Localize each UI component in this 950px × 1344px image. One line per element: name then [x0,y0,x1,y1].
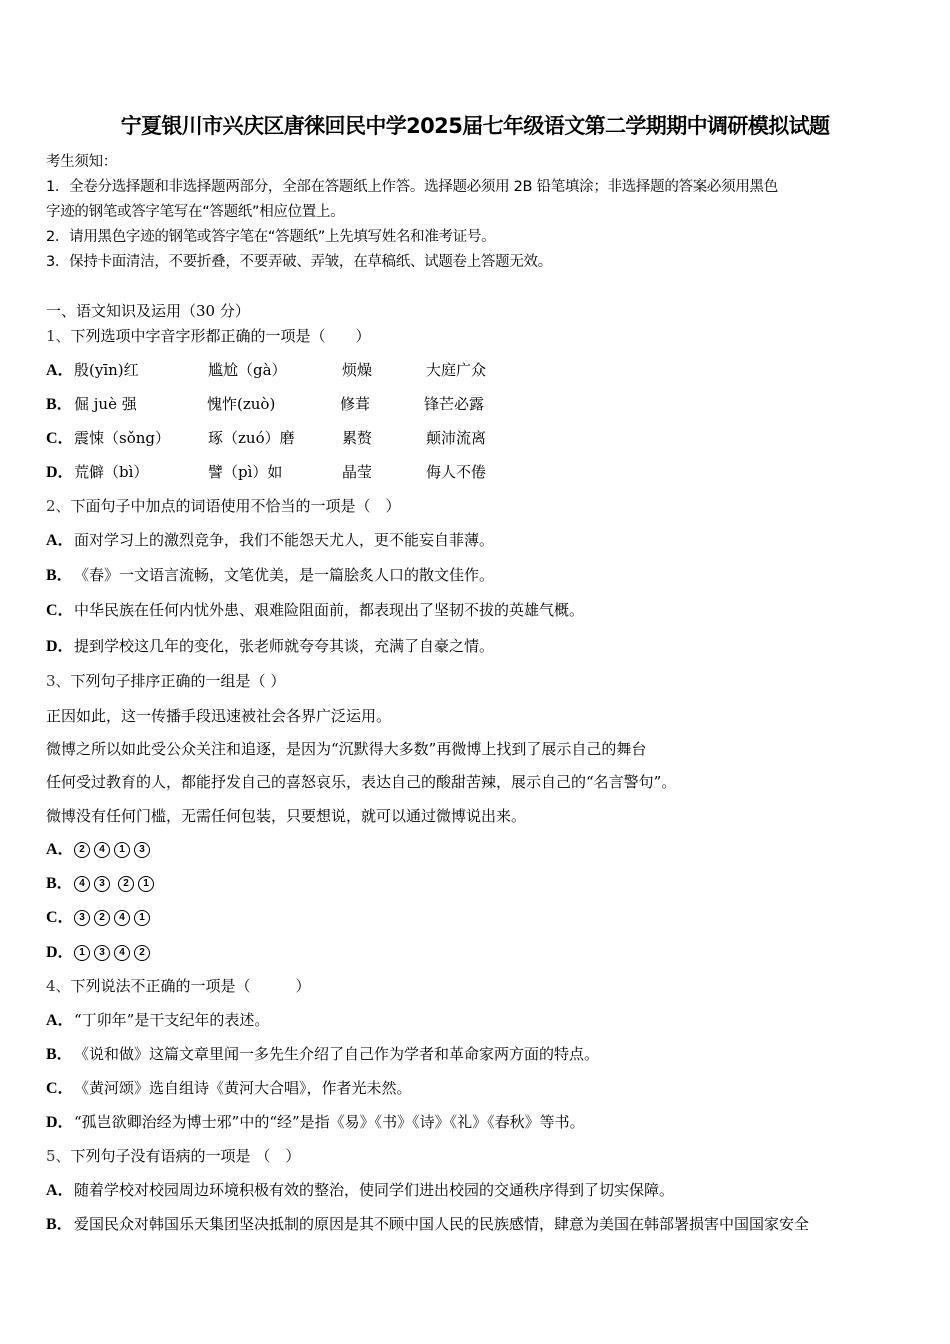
option-label: D． [46,638,74,655]
circled-number: 2 [74,842,90,858]
question-text: 下列说法不正确的一项是（ ） [70,977,311,995]
option-cell: 大庭广众 [426,361,487,379]
option-text: 随着学校对校园周边环境积极有效的整治，使同学们进出校园的交通秩序得到了切实保障。 [74,1181,675,1199]
notice-item-3: 3．保持卡面清洁，不要折叠，不要弄破、弄皱，在草稿纸、试题卷上答题无效。 [46,254,552,270]
question-4-stem [46,976,311,996]
circled-number: 1 [74,945,90,961]
question-2-option-a [46,530,494,551]
question-3-sentence: 正因如此，这一传播手段迅速被社会各界广泛运用。 [46,707,392,725]
option-label: C． [46,909,74,926]
circled-number: 3 [94,945,110,961]
section-heading: 一、语文知识及运用（30 分） [46,302,250,320]
question-5-option-b [46,1214,809,1235]
option-cell: 累赘 [342,429,373,447]
option-label: C． [46,430,74,447]
question-5-stem [46,1146,300,1166]
question-3-sentence: 微博之所以如此受公众关注和追逐，是因为“沉默得大多数”再微博上找到了展示自己的舞台 [46,740,647,758]
option-label: B． [46,1046,73,1063]
question-number: 1、 [46,327,71,345]
question-number: 4、 [46,977,71,995]
question-number: 5、 [46,1147,71,1165]
option-text: 提到学校这几年的变化，张老师就夸夸其谈，充满了自豪之情。 [74,637,495,655]
notice-item-1-cont: 字迹的钢笔或答字笔写在“答题纸”相应位置上。 [46,204,345,220]
option-label: A． [46,841,74,858]
circled-number: 3 [134,842,150,858]
question-3-option-b [46,873,158,894]
option-text: 面对学习上的激烈竞争，我们不能怨天尤人，更不能妄自菲薄。 [74,531,495,549]
option-cell: 愧怍(zuò) [207,395,276,413]
option-label: A． [46,362,74,379]
option-label: A． [46,1182,74,1199]
question-3-option-c [46,907,154,928]
question-1-option-a [46,360,486,381]
question-number: 2、 [46,497,71,515]
option-cell: 锋芒必露 [424,395,485,413]
question-1-option-d [46,462,486,483]
option-label: A． [46,532,74,549]
option-label: C． [46,602,74,619]
circled-number: 2 [134,945,150,961]
option-label: D． [46,1114,74,1131]
circled-number: 2 [94,910,110,926]
circled-number: 4 [94,842,110,858]
option-text: 《说和做》这篇文章里闻一多先生介绍了自己作为学者和革命家两方面的特点。 [74,1045,600,1063]
option-label: A． [46,1012,74,1029]
option-cell: 晶莹 [342,463,373,481]
page-title: 宁夏银川市兴庆区唐徕回民中学2025届七年级语文第二学期期中调研模拟试题 [120,114,830,138]
option-cell: 琢（zuó）磨 [208,429,295,447]
question-text: 下面句子中加点的词语使用不恰当的一项是（ ） [70,497,401,515]
notice-item-2: 2．请用黑色字迹的钢笔或答字笔在“答题纸”上先填写姓名和准考证号。 [46,229,496,245]
question-1-option-b [46,394,484,415]
option-label: B． [46,567,73,584]
notice-heading: 考生须知： [46,154,117,170]
question-2-stem [46,496,401,516]
question-3-sentence: 任何受过教育的人，都能抒发自己的喜怒哀乐，表达自己的酸甜苦辣，展示自己的“名言警句”。 [46,773,677,791]
question-5-option-a [46,1180,674,1201]
circled-number: 4 [114,910,130,926]
question-text: 下列句子没有语病的一项是 （ ） [70,1147,301,1165]
option-text: “丁卯年”是干支纪年的表述。 [74,1011,270,1029]
option-cell: 尴尬（gà） [208,361,287,379]
option-cell: 譬（pì）如 [208,463,283,481]
question-2-option-c [46,600,584,621]
option-cell: 震悚（sǒng） [74,429,170,447]
option-label: C． [46,1080,74,1097]
question-1-option-c [46,428,486,449]
circled-number: 4 [74,876,90,892]
option-cell: 侮人不倦 [426,463,487,481]
question-text: 下列句子排序正确的一组是（ ） [70,672,286,690]
circled-number: 4 [114,945,130,961]
option-cell: 烦燥 [342,361,373,379]
option-cell: 殷(yīn)红 [74,361,139,379]
question-3-option-a [46,839,154,860]
option-text: “孤岂欲卿治经为博士邪”中的“经”是指《易》《书》《诗》《礼》《春秋》等书。 [74,1113,585,1131]
question-number: 3、 [46,672,71,690]
question-2-option-b [46,565,494,586]
question-1-stem [46,326,371,346]
question-2-option-d [46,636,494,657]
option-cell: 颠沛流离 [426,429,487,447]
option-text: 《黄河颂》选自组诗《黄河大合唱》，作者光未然。 [74,1079,412,1097]
circled-number: 1 [134,910,150,926]
question-4-option-b [46,1044,599,1065]
option-text: 《春》一文语言流畅，文笔优美，是一篇脍炙人口的散文佳作。 [74,566,495,584]
question-4-option-c [46,1078,412,1099]
option-label: D． [46,464,74,481]
option-text: 爱国民众对韩国乐天集团坚决抵制的原因是其不顾中国人民的民族感情，肆意为美国在韩部署损害中国国家安全 [74,1215,810,1233]
circled-number: 2 [118,876,134,892]
question-3-stem [46,671,285,691]
option-cell: 倔 juè 强 [74,395,137,413]
question-4-option-a [46,1010,269,1031]
circled-number: 3 [94,876,110,892]
option-label: B． [46,1216,73,1233]
circled-number: 1 [114,842,130,858]
question-text: 下列选项中字音字形都正确的一项是（ ） [70,327,371,345]
option-label: B． [46,396,73,413]
question-3-option-d [46,942,154,963]
circled-number: 1 [138,876,154,892]
option-cell: 修葺 [340,395,371,413]
option-cell: 荒僻（bì） [74,463,149,481]
notice-item-1: 1．全卷分选择题和非选择题两部分，全部在答题纸上作答。选择题必须用 2B 铅笔填涂；非选择题的答案必须用黑色 [46,179,778,195]
option-label: D． [46,944,74,961]
option-label: B． [46,875,73,892]
circled-number: 3 [74,910,90,926]
question-3-sentence: 微博没有任何门槛，无需任何包装，只要想说，就可以通过微博说出来。 [46,807,527,825]
question-4-option-d [46,1112,585,1133]
option-text: 中华民族在任何内忧外患、艰难险阻面前，都表现出了坚韧不拔的英雄气概。 [74,601,585,619]
